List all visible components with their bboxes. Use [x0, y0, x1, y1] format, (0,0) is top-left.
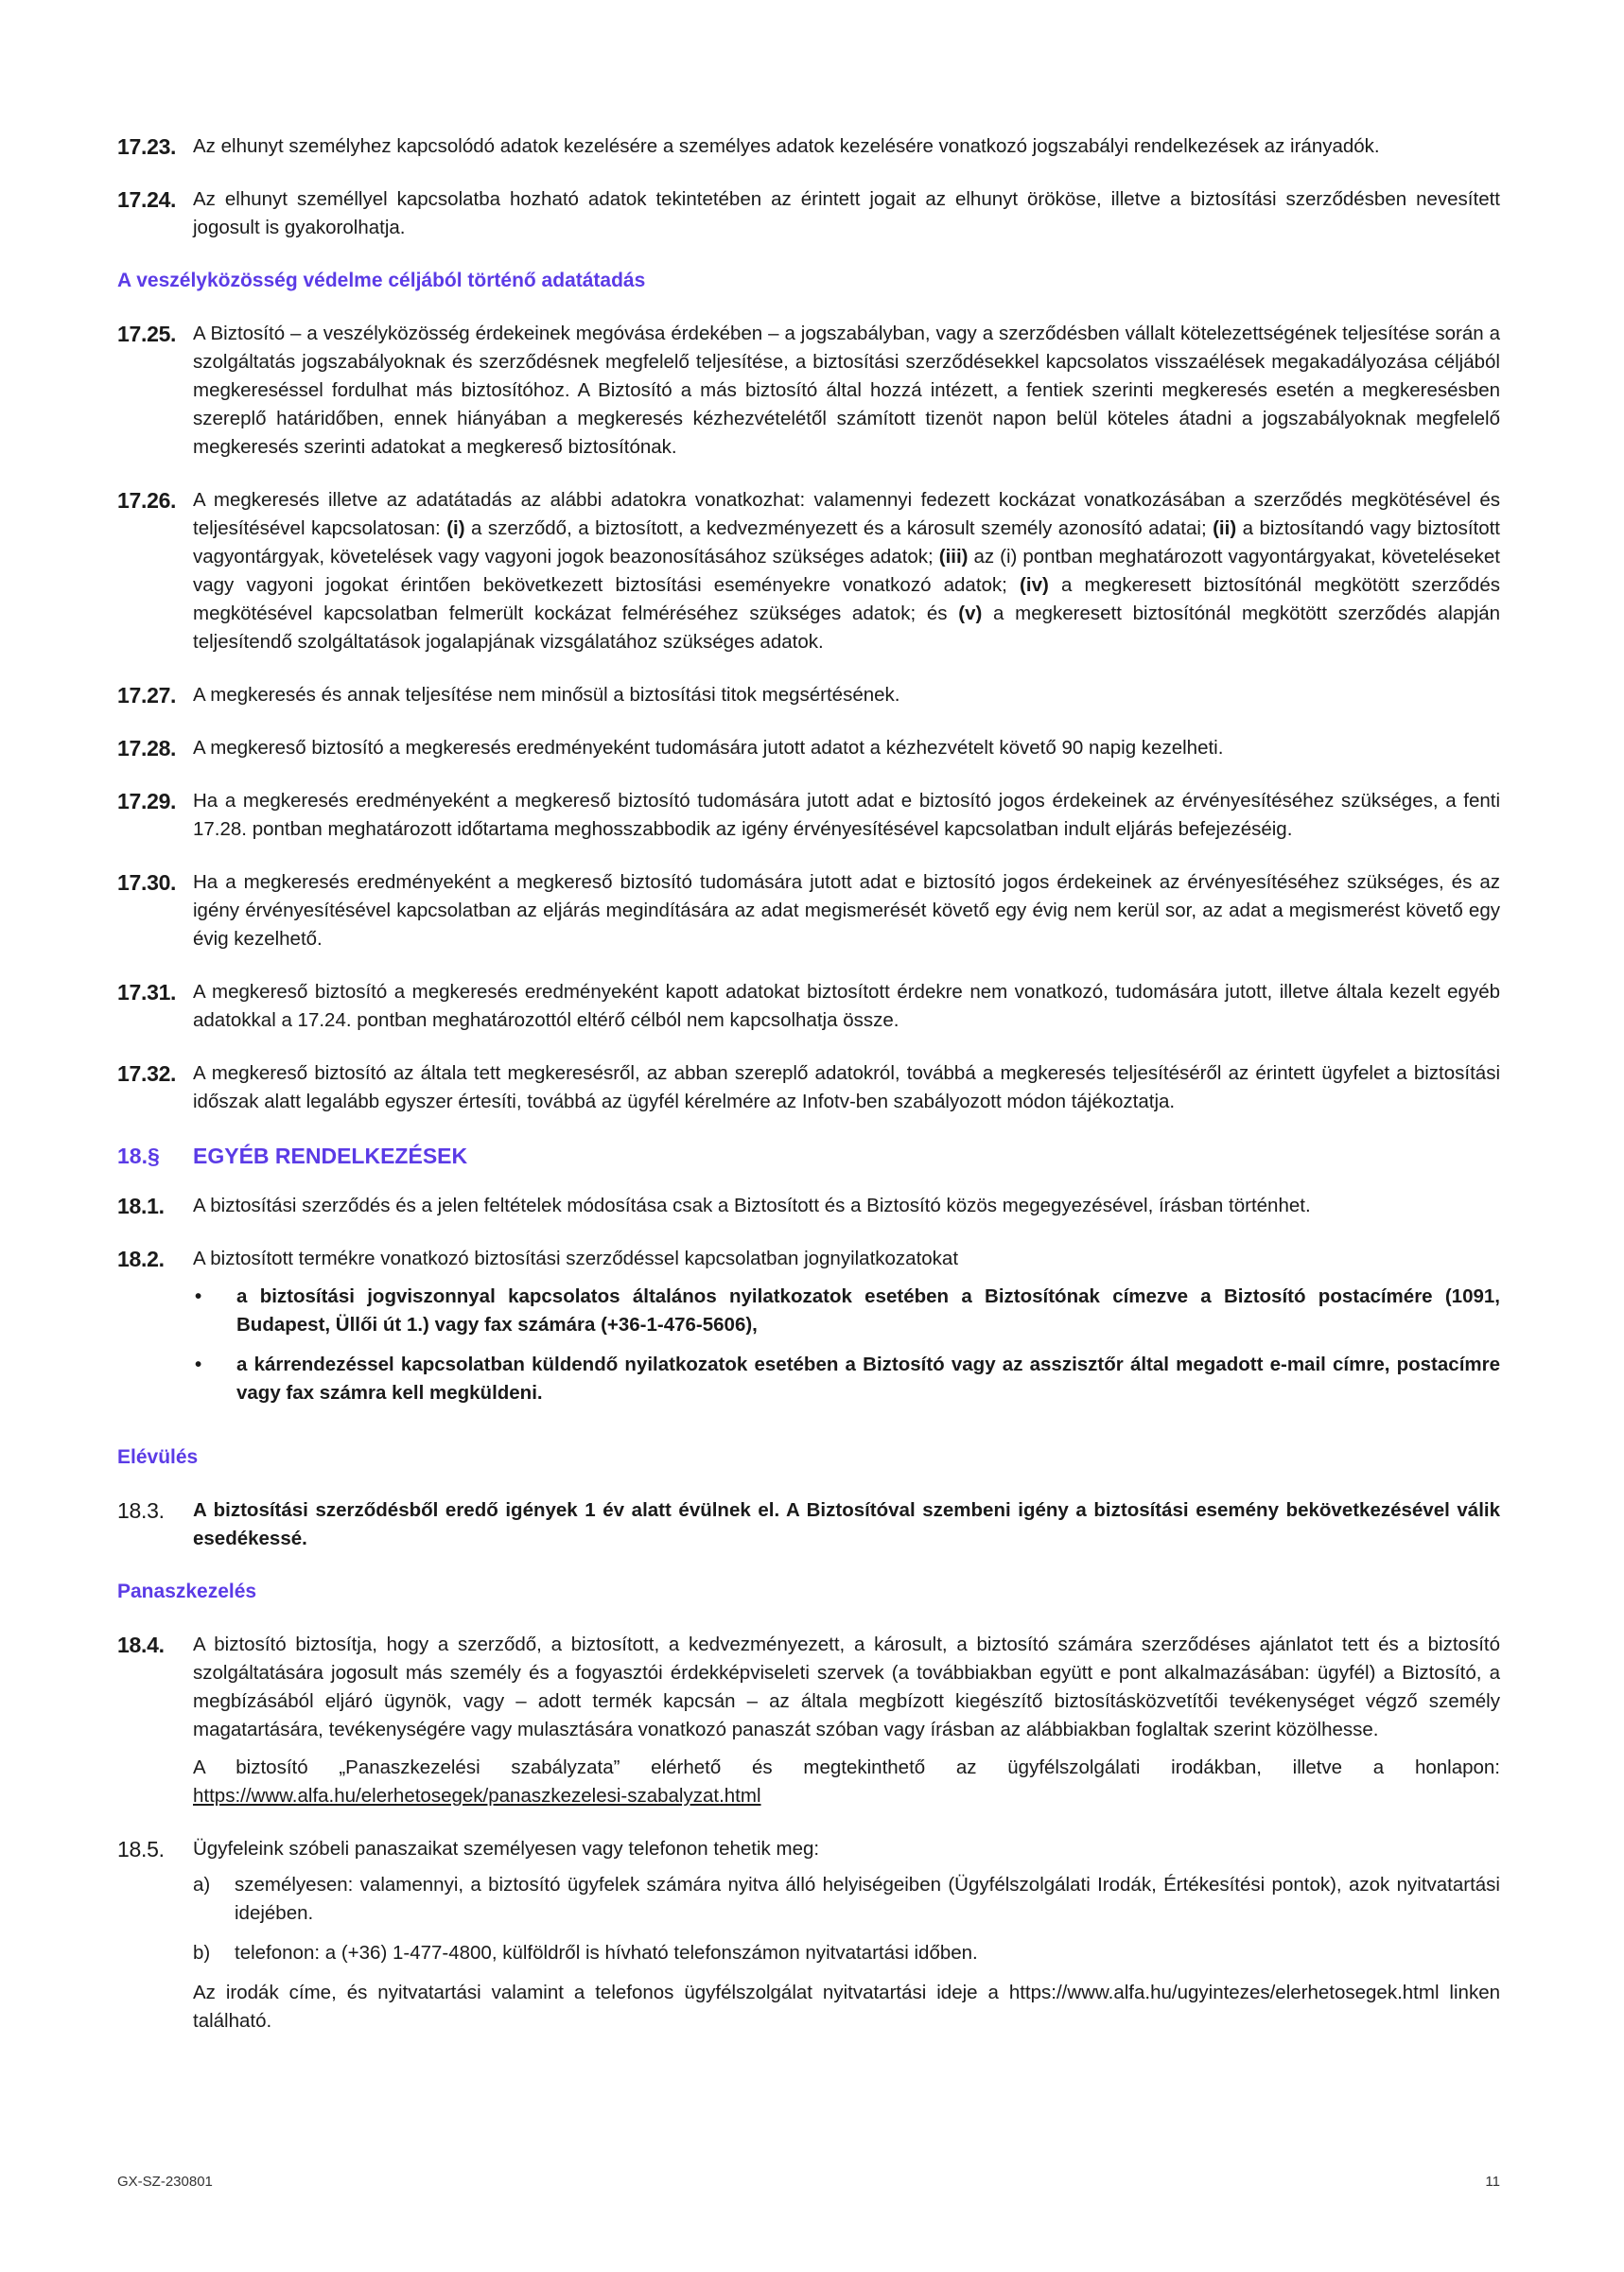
clause-17-31 [117, 978, 1500, 1035]
clause-number: 18.5. [117, 1837, 165, 1861]
clause-number: 17.27. [117, 683, 177, 708]
bullet-icon: • [195, 1354, 202, 1375]
text-run: A megkeresés illetve az adatátadás az alábbi adatokra vonatkozhat: valamennyi fedezett kockázat vonatkozásában a szerződés megkötésével és teljesítésével kapcsolatosan: [193, 489, 1500, 539]
text-run: a biztosítandó vagy biztosított vagyontárgyak, követelések vagy vagyoni jogok beazonosításához szükséges adatok; [193, 517, 1501, 568]
clause-number: 17.24. [117, 187, 177, 212]
bullet-list [193, 1283, 1500, 1407]
clause-18-5 [117, 1835, 1500, 2036]
clause-text: Ha a megkeresés eredményeként a megkereső biztosító tudomására jutott adat e biztosító jogos érdekeinek az érvényesítéséhez szükséges, és az igény érvényesítésével kapcsolatban az eljárás megindítására az adat megismerését követő egy évig nem kerül sor, az adat a megismerést követő egy évig kezelhető. [193, 871, 1500, 950]
text-run: a szerződő, a biztosított, a kedvezményezett és a károsult személy azonosító adatai; [464, 517, 1214, 539]
bullet-item [193, 1351, 1500, 1407]
clause-18-3 [117, 1496, 1500, 1553]
clause-number: 17.23. [117, 134, 177, 159]
list-text: telefonon: a (+36) 1-477-4800, külföldről is hívható telefonszámon nyitvatartási időben. [235, 1942, 978, 1964]
clause-text: A megkereső biztosító az általa tett megkeresésről, az abban szereplő adatokról, továbbá a megkeresés teljesítéséről az érintett ügyfelet a biztosítási időszak alatt legalább egyszer értesíti, továbbá az ügyfél kérelmére az Infotv-ben szabályozott módon tájékoztatja. [193, 1062, 1500, 1112]
clause-number: 17.26. [117, 488, 177, 513]
text-run: a megkeresett biztosítónál megkötött szerződés megkötésével kapcsolatban felmerült kockázat felméréséhez szükséges adatok; és [193, 574, 1500, 624]
clause-17-32 [117, 1059, 1500, 1116]
clause-text: A biztosító biztosítja, hogy a szerződő, a biztosított, a kedvezményezett, a károsult, a biztosító számára szerződéses ajánlatot tett és a biztosító szolgáltatására jogosult más személy és a fogyasztói érdekképviseleti szervek (a továbbiakban együtt e pont alkalmazásában: ügyfél) a Biztosító, a megbízásából eljáró ügynök, vagy – adott termék kapcsán – az általa megbízott kiegészítő biztosításközvetítői tevékenységet végző személy magatartására, tevékenységére vagy mulasztására vonatkozó panaszát szóban vagy írásban az alábbiakban foglaltak szerint közölhesse. [193, 1634, 1500, 1740]
subheading-elevules: Elévülés [117, 1446, 199, 1468]
clause-17-30 [117, 868, 1500, 953]
clause-number: 17.25. [117, 322, 177, 346]
document-code: GX-SZ-230801 [117, 2174, 213, 2190]
clause-text: A biztosított termékre vonatkozó biztosítási szerződéssel kapcsolatban jognyilatkozatokat [193, 1248, 959, 1269]
clause-text: Ha a megkeresés eredményeként a megkereső biztosító tudomására jutott adat e biztosító jogos érdekeinek az érvényesítéséhez szükséges, a fenti 17.28. pontban meghatározott időtartama meghosszabbodik az igény érvényesítésével kapcsolatban indult eljárás befejezéséig. [193, 790, 1500, 840]
clause-number: 17.30. [117, 870, 177, 895]
clause-body [193, 1245, 1500, 1419]
section-number: 18.§ [117, 1144, 160, 1168]
page-number: 11 [1485, 2174, 1500, 2190]
clause-17-29 [117, 787, 1500, 844]
list-text: személyesen: valamennyi, a biztosító ügyfelek számára nyitva álló helyiségeiben (Ügyfélszolgálati Irodák, Értékesítési pontok), azok nyitvatartási idejében. [235, 1874, 1500, 1924]
clause-18-4 [117, 1631, 1500, 1810]
text-run: A biztosító „Panaszkezelési szabályzata” elérhető és megtekinthető az ügyfélszolgálati irodákban, illetve a honlapon: [193, 1756, 1500, 1778]
clause-18-2 [117, 1245, 1500, 1419]
list-letter: b) [193, 1942, 211, 1964]
text-run: az (i) pontban meghatározott vagyontárgyakat, követeléseket vagy vagyoni jogokat érintően bekövetkezett biztosítási eseményekre vonatkozó adatok; [193, 546, 1500, 596]
clause-text [193, 486, 1500, 656]
clause-17-23 [117, 132, 1500, 161]
clause-number: 18.3. [117, 1498, 165, 1523]
clause-number: 17.29. [117, 789, 177, 813]
bullet-icon: • [195, 1285, 202, 1307]
clause-text: Ügyfeleink szóbeli panaszaikat személyesen vagy telefonon tehetik meg: [193, 1838, 820, 1860]
subheading-adatatadas: A veszélyközösség védelme céljából történő adatátadás [117, 270, 646, 291]
marker-iii: (iii) [938, 546, 969, 568]
text-run: a megkeresett biztosítónál megkötött szerződés alapján teljesítendő szolgáltatások jogalapjának vizsgálatához szükséges adatok. [193, 603, 1500, 653]
bullet-text: a kárrendezéssel kapcsolatban küldendő nyilatkozatok esetében a Biztosító vagy az asszisztőr által megadott e-mail címre, postacímre vagy fax számra kell megküldeni. [236, 1354, 1500, 1404]
policy-paragraph [193, 1754, 1500, 1810]
clause-text: A biztosítási szerződés és a jelen feltételek módosítása csak a Biztosított és a Biztosító közös megegyezésével, írásban történhet. [193, 1195, 1311, 1216]
list-letter: a) [193, 1874, 211, 1896]
bullet-text: a biztosítási jogviszonnyal kapcsolatos általános nyilatkozatok esetében a Biztosítónak címezve a Biztosító postacímére (1091, Budapest, Üllői út 1.) vagy fax számára (+36-1-476-5606), [236, 1285, 1500, 1336]
clause-text: A Biztosító – a veszélyközösség érdekeinek megóvása érdekében – a jogszabályban, vagy a szerződésben vállalt kötelezettségének teljesítése során a szolgáltatás jogszabályoknak és szerződésnek megfelelő teljesítése, a biztosítási szerződésekkel kapcsolatos visszaélések megakadályozása céljából megkereséssel fordulhat más biztosítóhoz. A Biztosító a más biztosító által hozzá intézett, a fentiek szerinti megkeresés esetén a megkeresésben szereplő határidőben, ennek hiányában a megkeresés kézhezvételétől számított tizenöt napon belül köteles átadni a jogszabályoknak megfelelő megkeresés szerinti adatokat a megkereső biztosítónak. [193, 323, 1500, 458]
marker-v: (v) [958, 603, 983, 624]
clause-number: 18.2. [117, 1247, 165, 1271]
closing-paragraph: Az irodák címe, és nyitvatartási valamint a telefonos ügyfélszolgálat nyitvatartási ideje a https://www.alfa.hu/ugyintezes/elerhetosegek.html linken található. [193, 1982, 1500, 2032]
clause-text: A megkereső biztosító a megkeresés eredményeként kapott adatokat biztosított érdekre nem vonatkozó, tudomására jutott, illetve általa kezelt egyéb adatokkal a 17.24. pontban meghatározottól eltérő célból nem kapcsolhatja össze. [193, 981, 1500, 1031]
clause-body [193, 1835, 1500, 2036]
complaints-policy-link[interactable]: https://www.alfa.hu/elerhetosegek/panaszkezelesi-szabalyzat.html [193, 1785, 761, 1807]
clause-17-24 [117, 185, 1500, 242]
clause-17-27 [117, 681, 1500, 709]
clause-number: 17.32. [117, 1061, 177, 1086]
clause-body [193, 1631, 1500, 1810]
clause-text: A megkereső biztosító a megkeresés eredményeként tudomására jutott adatot a kézhezvételt követő 90 napig kezelheti. [193, 737, 1224, 759]
clause-number: 18.4. [117, 1633, 165, 1657]
clause-18-1 [117, 1192, 1500, 1220]
clause-text: Az elhunyt személlyel kapcsolatba hozható adatok tekintetében az érintett jogait az elhunyt örököse, illetve a biztosítási szerződésben nevesített jogosult is gyakorolhatja. [193, 188, 1500, 238]
page-footer [117, 2174, 1500, 2190]
marker-i: (i) [446, 517, 465, 539]
clause-text: Az elhunyt személyhez kapcsolódó adatok kezelésére a személyes adatok kezelésére vonatkozó jogszabályi rendelkezések az irányadók. [193, 135, 1380, 157]
marker-iv: (iv) [1020, 574, 1049, 596]
list-item [193, 1871, 1500, 1928]
clause-17-28 [117, 734, 1500, 762]
lettered-list [193, 1871, 1500, 1967]
section-title: EGYÉB RENDELKEZÉSEK [193, 1144, 468, 1168]
clause-text: A biztosítási szerződésből eredő igények 1 év alatt évülnek el. A Biztosítóval szembeni igény a biztosítási esemény bekövetkezésével válik esedékessé. [193, 1499, 1500, 1549]
subheading-panaszkezeles: Panaszkezelés [117, 1581, 257, 1602]
clause-number: 17.31. [117, 980, 177, 1005]
clause-17-25 [117, 320, 1500, 462]
bullet-item [193, 1283, 1500, 1339]
section-heading-18 [117, 1141, 1500, 1171]
list-item [193, 1939, 1500, 1967]
document-page [117, 132, 1500, 2060]
clause-text: A megkeresés és annak teljesítése nem minősül a biztosítási titok megsértésének. [193, 684, 900, 706]
clause-number: 18.1. [117, 1194, 165, 1218]
clause-number: 17.28. [117, 736, 177, 760]
clause-17-26 [117, 486, 1500, 656]
marker-ii: (ii) [1213, 517, 1237, 539]
